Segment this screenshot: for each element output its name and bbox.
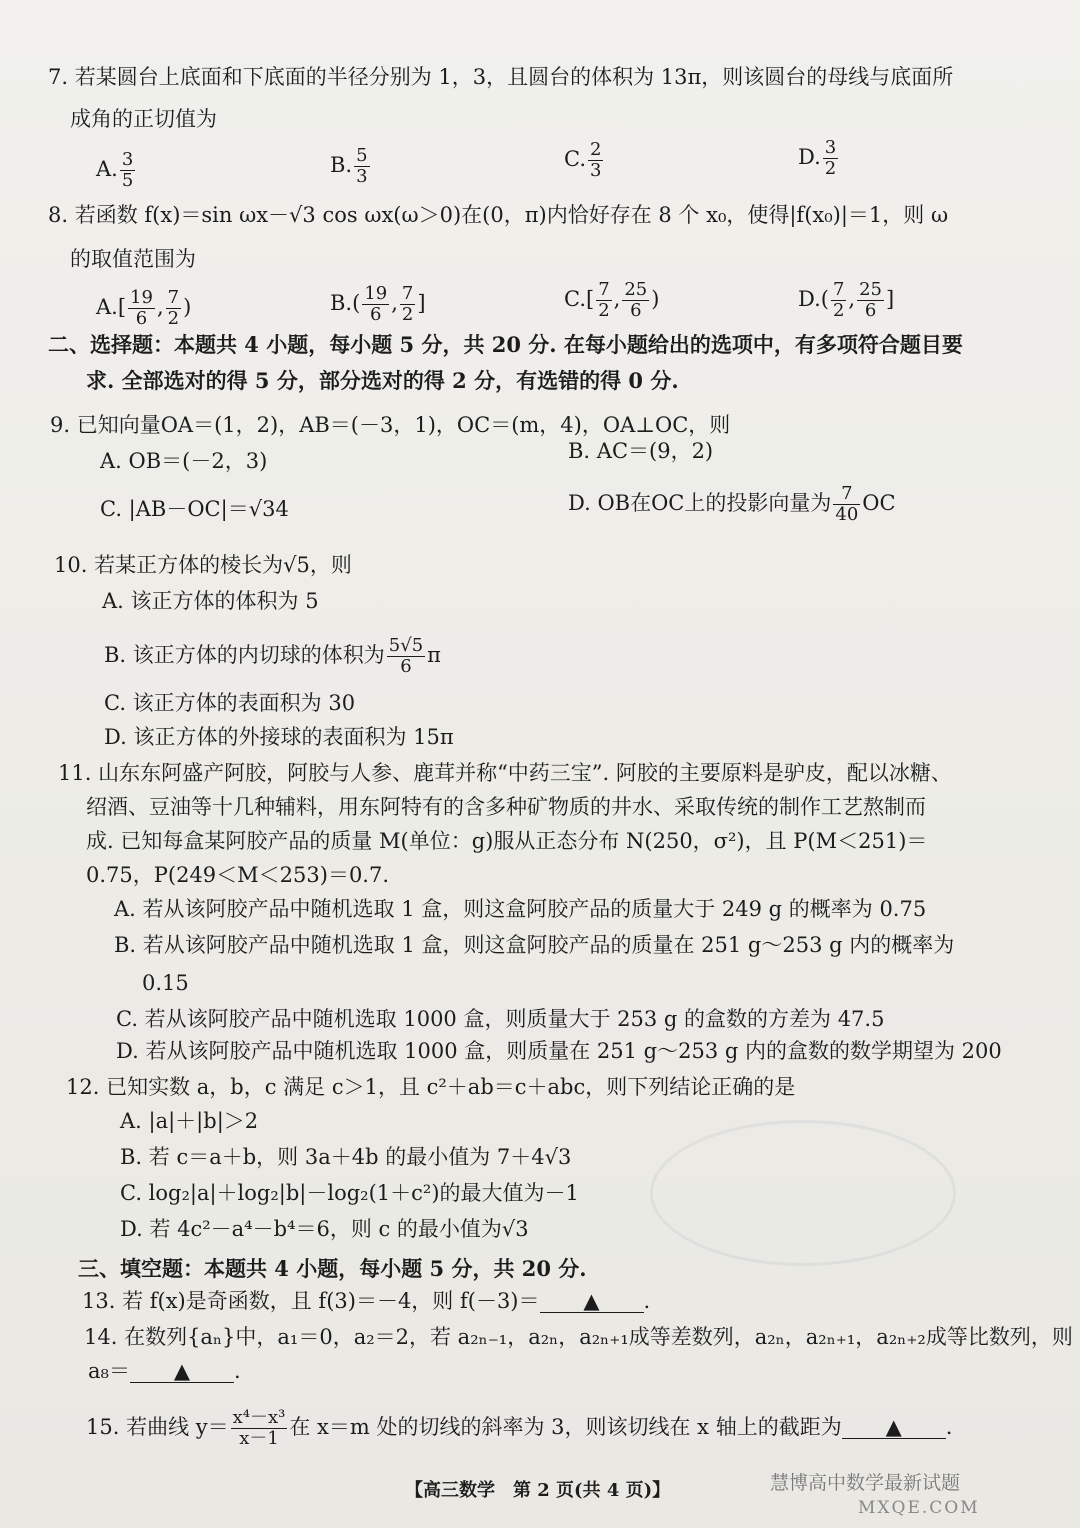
q9-option-a: A. OB＝(－2，3) [100,449,268,473]
q10-option-d: D. 该正方体的外接球的表面积为 15π [104,725,454,749]
q10-option-a: A. 该正方体的体积为 5 [102,589,319,613]
q11-option-b-line2: 0.15 [142,971,189,995]
q9-option-c: C. |AB－OC|＝√34 [100,497,289,521]
q10-option-c: C. 该正方体的表面积为 30 [104,691,356,715]
faint-stamp-mark [650,1120,956,1266]
section2-heading-line1: 二、选择题：本题共 4 小题，每小题 5 分，共 20 分. 在每小题给出的选项中，有多项符合题目要 [48,332,963,357]
q7-option-d: D. $\frac{3}{2}$ [798,137,837,179]
q8-option-d: D.( $\frac{7}{2}$ , $\frac{25}{6}$ ] [798,279,895,321]
q12-stem: 12. 已知实数 a，b，c 满足 c＞1，且 c²＋ab＝c＋abc，则下列结论正确的是 [66,1075,796,1099]
watermark-text: 慧博高中数学最新试题 [770,1472,961,1494]
section2-heading-line2: 求. 全部选对的得 5 分，部分选对的得 2 分，有选错的得 0 分. [86,368,679,393]
q7-option-b: B. $\frac{5}{3}$ [330,145,368,187]
q9-option-d: D. OB在OC上的投影向量为 $\frac{7}{40}$ OC [568,483,896,525]
q8-option-c: C.[ $\frac{7}{2}$ , $\frac{25}{6}$ ) [564,279,660,321]
q7-option-c: C. $\frac{2}{3}$ [564,139,602,181]
q8-stem-line2: 的取值范围为 [70,247,196,271]
section3-heading: 三、填空题：本题共 4 小题，每小题 5 分，共 20 分. [78,1256,587,1281]
q12-option-b: B. 若 c＝a＋b，则 3a＋4b 的最小值为 7＋4√3 [120,1145,572,1169]
q13-answer-blank[interactable]: ▲ [540,1290,644,1313]
q12-option-a: A. |a|＋|b|＞2 [120,1109,259,1133]
q11-option-b-line1: B. 若从该阿胶产品中随机选取 1 盒，则这盒阿胶产品的质量在 251 g～253 g 内的概率为 [114,933,955,957]
q12-option-c: C. log₂|a|＋log₂|b|－log₂(1＋c²)的最大值为－1 [120,1181,579,1205]
page-footer: 【高三数学 第 2 页(共 4 页)】 [405,1480,671,1501]
q8-stem-line1: 8. 若函数 f(x)＝sin ωx－√3 cos ωx(ω＞0)在(0，π)内恰好存在 8 个 x₀，使得|f(x₀)|＝1，则 ω [48,203,949,227]
q9-option-b: B. AC＝(9，2) [568,439,714,463]
q10-stem: 10. 若某正方体的棱长为√5，则 [54,553,352,577]
q8-option-b: B.( $\frac{19}{6}$ , $\frac{7}{2}$ ] [330,283,426,325]
q15-answer-blank[interactable]: ▲ [842,1416,946,1439]
q11-stem-line1: 11. 山东东阿盛产阿胶，阿胶与人参、鹿茸并称“中药三宝”. 阿胶的主要原料是驴皮，配以冰糖、 [58,761,952,785]
q11-option-a: A. 若从该阿胶产品中随机选取 1 盒，则这盒阿胶产品的质量大于 249 g 的概率为 0.75 [114,897,927,921]
q11-option-d: D. 若从该阿胶产品中随机选取 1000 盒，则质量在 251 g～253 g 内的盒数的数学期望为 200 [116,1039,1002,1063]
q8-option-a: A.[ $\frac{19}{6}$ , $\frac{7}{2}$ ) [96,287,192,329]
q7-option-a: A. $\frac{3}{5}$ [96,149,134,191]
q14-answer-blank[interactable]: ▲ [130,1360,234,1383]
q11-option-c: C. 若从该阿胶产品中随机选取 1000 盒，则质量大于 253 g 的盒数的方差为 47.5 [116,1007,885,1031]
q11-stem-line3: 成. 已知每盒某阿胶产品的质量 M(单位：g)服从正态分布 N(250，σ²)，且 P(M＜251)＝ [86,829,928,853]
q11-stem-line4: 0.75，P(249＜M＜253)＝0.7. [86,863,390,887]
q14-stem-line2: a₈＝ ▲ . [88,1359,241,1383]
q9-stem: 9. 已知向量OA＝(1，2)，AB＝(－3，1)，OC＝(m，4)，OA⊥OC，则 [50,413,731,437]
q11-stem-line2: 绍酒、豆油等十几种辅料，用东阿特有的含多种矿物质的井水、采取传统的制作工艺熬制而 [86,795,926,819]
q10-option-b: B. 该正方体的内切球的体积为 $\frac{5√5}{6}$ π [104,635,441,677]
q12-option-d: D. 若 4c²－a⁴－b⁴＝6，则 c 的最小值为√3 [120,1217,529,1241]
q14-stem-line1: 14. 在数列{aₙ}中，a₁＝0，a₂＝2，若 a₂ₙ₋₁，a₂ₙ，a₂ₙ₊₁成等差数列，a₂ₙ，a₂ₙ₊₁，a₂ₙ₊₂成等比数列，则 [84,1325,1073,1349]
q15-stem: 15. 若曲线 y＝ $\frac{\text{x⁴－x³}}{x-1}$ 在 x＝m 处的切线的斜率为 3，则该切线在 x 轴上的截距为 ▲ . [86,1407,953,1449]
watermark-site: MXQE.COM [858,1498,980,1518]
q7-stem-line1: 7. 若某圆台上底面和下底面的半径分别为 1，3，且圆台的体积为 13π，则该圆台的母线与底面所 [48,65,954,89]
q7-stem-line2: 成角的正切值为 [70,107,217,131]
q13-stem: 13. 若 f(x)是奇函数，且 f(3)＝－4，则 f(－3)＝ ▲ . [82,1289,651,1313]
